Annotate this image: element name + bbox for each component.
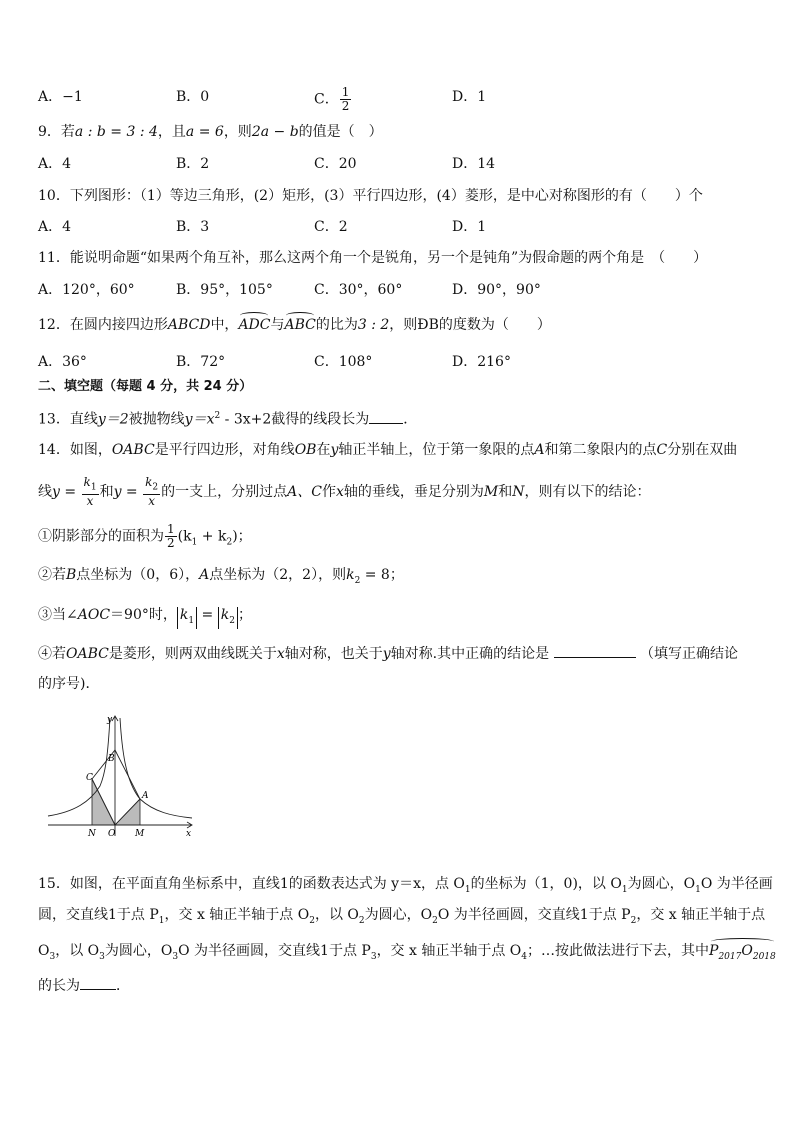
- abs-k2: $k_2$: [218, 607, 238, 629]
- answer-blank[interactable]: [80, 977, 116, 990]
- option-c: C． $\frac{1}{2}$: [314, 85, 350, 113]
- label-c: C: [86, 773, 93, 783]
- label-b: B: [108, 754, 115, 764]
- q13-stem: 13．直线y＝2被抛物线$y=x^2 - 3x+2$截得的线段长为 ．: [38, 411, 418, 428]
- option-c: C．20: [314, 156, 357, 172]
- arc-adc: ADC: [238, 317, 271, 333]
- option-d: D．1: [452, 219, 487, 235]
- q14-conclusion-4: ④若OABC是菱形，则两双曲线既关于x轴对称，也关于y轴对称.其中正确的结论是 （填写正确结论: [38, 646, 739, 662]
- q15-line2: 圆，交直线1于点 $P_1$，交 x 轴正半轴于点 $O_2$，以 $O_2$为圆心，$O_2O$ 为半径画圆，交直线1于点 $P_2$，交 x 轴正半轴于点: [38, 907, 766, 926]
- option-d: D．1: [452, 89, 487, 105]
- label-m: M: [135, 829, 145, 839]
- label-o: O: [108, 829, 116, 839]
- option-a: A．−1: [38, 89, 83, 105]
- abs-k1: $k_1$: [177, 607, 197, 629]
- fraction-k2-over-x: $\frac{k_2}{x}$: [145, 475, 159, 509]
- answer-blank[interactable]: [369, 411, 403, 424]
- option-b: B．3: [176, 219, 210, 235]
- option-a: A．120°，60°: [38, 282, 135, 298]
- q10-options: [38, 216, 758, 238]
- q15-line1: 15．如图，在平面直角坐标系中，直线1的函数表达式为 y＝x，点 $O_1$的坐标为（1，0)，以 $O_1$为圆心，$O_1O$ 为半径画: [38, 876, 773, 895]
- q15-line3: $O_3$，以 $O_3$为圆心，$O_3O$ 为半径画圆，交直线1于点 $P_3$，交 x 轴正半轴于点 $O_4$；…按此做法进行下去，其中$P_{2017}O_{2018}$: [38, 941, 776, 967]
- option-b: B．0: [176, 89, 210, 105]
- arc-abc: ABC: [284, 317, 316, 333]
- label-x: x: [186, 829, 192, 839]
- hyperbola-figure: [44, 712, 204, 840]
- option-b: B．72°: [176, 354, 226, 370]
- answer-blank[interactable]: [554, 645, 636, 658]
- q11-stem: 11．能说明命题“如果两个角互补，那么这两个角一个是锐角，另一个是钝角”为假命题的两个角是 （ ）: [38, 250, 708, 266]
- q14-conclusion-2: ②若B点坐标为（0，6），A点坐标为（2，2），则$k_2 = 8$；: [38, 567, 404, 586]
- label-a: A: [142, 791, 149, 801]
- fraction-k1-over-x: $\frac{k_1}{x}$: [83, 475, 97, 509]
- q8-options: [38, 85, 758, 113]
- option-a: A．36°: [38, 354, 87, 370]
- option-d: D．216°: [452, 354, 511, 370]
- q9-stem: 9．若a : b = 3 : 4，且a = 6，则2a − b的值是（ ）: [38, 124, 383, 140]
- q14-line2: 线y = $\frac{k_1}{x}$ 和y = $\frac{k_2}{x}$ 的一支上，分别过点A、C作x轴的垂线，垂足分别为M和N，则有以下的结论：: [38, 475, 651, 509]
- fraction-half: $\frac{1}{2}$: [167, 522, 175, 550]
- label-y: y: [107, 715, 113, 725]
- q9-options: [38, 153, 758, 175]
- option-c: C．2: [314, 219, 348, 235]
- option-a: A．4: [38, 156, 72, 172]
- option-c: C．108°: [314, 354, 373, 370]
- option-c: C．30°，60°: [314, 282, 403, 298]
- section-heading: 二、填空题（每题 4 分，共 24 分）: [38, 379, 253, 394]
- q14-line1: 14．如图，OABC是平行四边形，对角线OB在y轴正半轴上，位于第一象限的点A和第二象限内的点C分别在双曲: [38, 442, 738, 458]
- q11-options: [38, 279, 758, 301]
- q10-stem: 10．下列图形：（1）等边三角形，(2）矩形，(3）平行四边形，(4）菱形，是中心对称图形的有（ ）个: [38, 188, 703, 204]
- q12-stem: 12．在圆内接四边形ABCD中，ADC与ABC的比为3 : 2，则ÐB的度数为（ ）: [38, 317, 551, 333]
- hyperbola-right: [120, 718, 192, 818]
- q12-options: [38, 351, 758, 373]
- q14-conclusion-3: ③当∠AOC＝90°时， $k_1 = k_2$ ；: [38, 605, 252, 629]
- arc-p2017-o2018: $P_{2017}O_{2018}$: [709, 941, 776, 967]
- option-a: A．4: [38, 219, 72, 235]
- option-b: B．2: [176, 156, 210, 172]
- q14-conclusion-1: ①阴影部分的面积为 $\frac{1}{2}$ $(k_1 + k_2)$；: [38, 522, 252, 550]
- q14-conclusion-4-cont: 的序号)．: [38, 676, 100, 692]
- q15-line4: 的长为 ．: [38, 978, 130, 994]
- label-n: N: [88, 829, 96, 839]
- option-d: D．90°，90°: [452, 282, 541, 298]
- option-b: B．95°，105°: [176, 282, 273, 298]
- option-d: D．14: [452, 156, 496, 172]
- fraction-half: $\frac{1}{2}$: [341, 85, 350, 113]
